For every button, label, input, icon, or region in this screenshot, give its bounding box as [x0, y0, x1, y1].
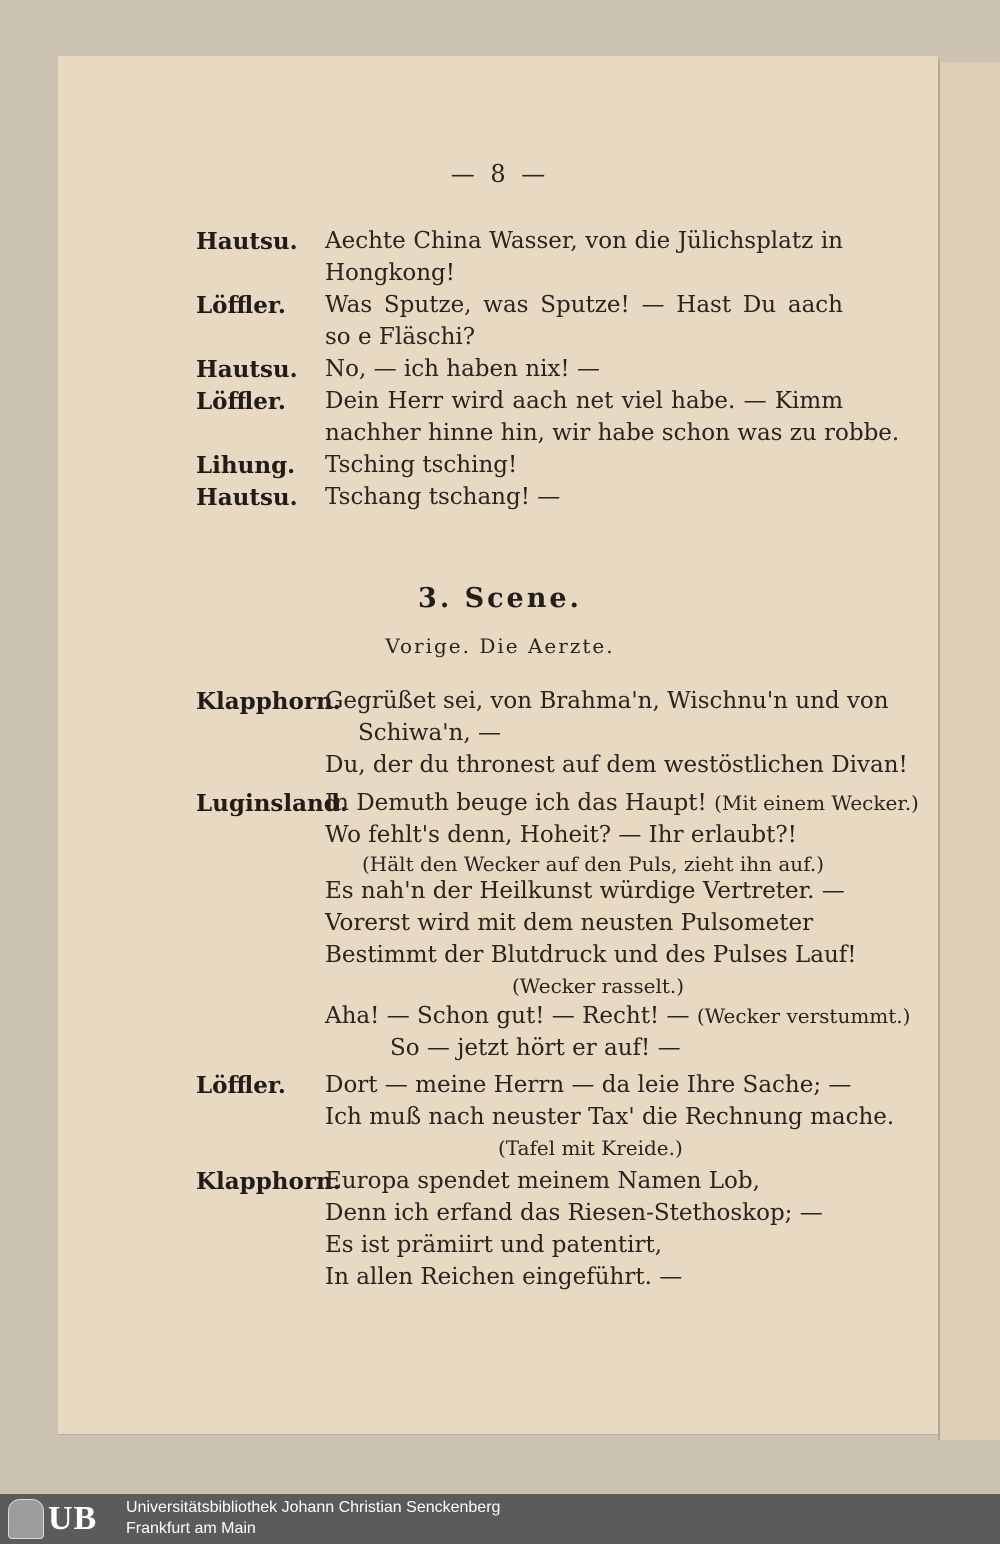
scene-heading: 3. Scene. — [418, 583, 582, 614]
speaker-label: Löffler. — [196, 292, 286, 319]
stage-direction-inline: (Wecker verstummt.) — [696, 1004, 911, 1028]
logo-text: UB — [48, 1500, 98, 1537]
speaker-label: Klapphorn. — [196, 688, 341, 715]
dialogue-line: Aechte China Wasser, von die Jülichsplatz in — [325, 228, 843, 254]
speaker-label: Hautsu. — [196, 228, 298, 255]
speaker-label: Löffler. — [196, 1072, 286, 1099]
dialogue-line: Vorerst wird mit dem neusten Pulsometer — [325, 910, 814, 936]
adjacent-page-edge — [938, 62, 1000, 1440]
dialogue-text: Aha! — Schon gut! — Recht! — — [325, 1003, 690, 1029]
dialogue-line: Gegrüßet sei, von Brahma'n, Wischnu'n und von — [325, 688, 889, 714]
dialogue-line — [325, 1003, 910, 1029]
dialogue-line: Ich muß nach neuster Tax' die Rechnung mache. — [325, 1104, 895, 1130]
dialogue-line: Es nah'n der Heilkunst würdige Vertreter. — — [325, 878, 845, 904]
portrait-icon — [8, 1499, 44, 1539]
speaker-label: Luginsland. — [196, 790, 348, 817]
dialogue-line: Dein Herr wird aach net viel habe. — Kimm — [325, 388, 843, 414]
dialogue-line: Hongkong! — [325, 260, 456, 286]
stage-direction-inline: (Mit einem Wecker.) — [714, 791, 919, 815]
dialogue-line: Du, der du thronest auf dem westöstlichen Divan! — [325, 752, 908, 778]
speaker-label: Hautsu. — [196, 356, 298, 383]
page-number: — 8 — — [450, 160, 550, 188]
library-logo[interactable] — [8, 1500, 118, 1538]
stage-direction: (Wecker rasselt.) — [512, 974, 685, 998]
dialogue-line: No, — ich haben nix! — — [325, 356, 600, 382]
footer-bar — [0, 1494, 1000, 1544]
institution-name: Universitätsbibliothek Johann Christian Senckenberg — [126, 1499, 501, 1516]
dialogue-line: Schiwa'n, — — [358, 720, 501, 746]
stage-direction: Vorige. Die Aerzte. — [385, 634, 615, 658]
speaker-label: Lihung. — [196, 452, 296, 479]
dialogue-line: So — jetzt hört er auf! — — [390, 1035, 681, 1061]
dialogue-line: Es ist prämiirt und patentirt, — [325, 1232, 663, 1258]
dialogue-line: Was Sputze, was Sputze! — Hast Du aach — [325, 292, 843, 318]
institution-city: Frankfurt am Main — [126, 1520, 256, 1537]
dialogue-line: Tschang tschang! — — [325, 484, 561, 510]
dialogue-text: In Demuth beuge ich das Haupt! — [325, 790, 707, 816]
stage-direction: (Hält den Wecker auf den Puls, zieht ihn auf.) — [362, 852, 825, 876]
dialogue-line: nachher hinne hin, wir habe schon was zu robbe. — [325, 420, 900, 446]
dialogue-line: Denn ich erfand das Riesen-Stethoskop; — — [325, 1200, 823, 1226]
stage-direction: (Tafel mit Kreide.) — [498, 1136, 683, 1160]
dialogue-line: so e Fläschi? — [325, 324, 476, 350]
speaker-label: Hautsu. — [196, 484, 298, 511]
dialogue-line: Wo fehlt's denn, Hoheit? — Ihr erlaubt?! — [325, 822, 797, 848]
dialogue-line — [325, 790, 919, 816]
dialogue-line: Europa spendet meinem Namen Lob, — [325, 1168, 760, 1194]
dialogue-line: Bestimmt der Blutdruck und des Pulses Lauf! — [325, 942, 857, 968]
speaker-label: Löffler. — [196, 388, 286, 415]
dialogue-line: Tsching tsching! — [325, 452, 518, 478]
dialogue-line: In allen Reichen eingeführt. — — [325, 1264, 683, 1290]
speaker-label: Klapphorn. — [196, 1168, 341, 1195]
dialogue-line: Dort — meine Herrn — da leie Ihre Sache; — — [325, 1072, 852, 1098]
